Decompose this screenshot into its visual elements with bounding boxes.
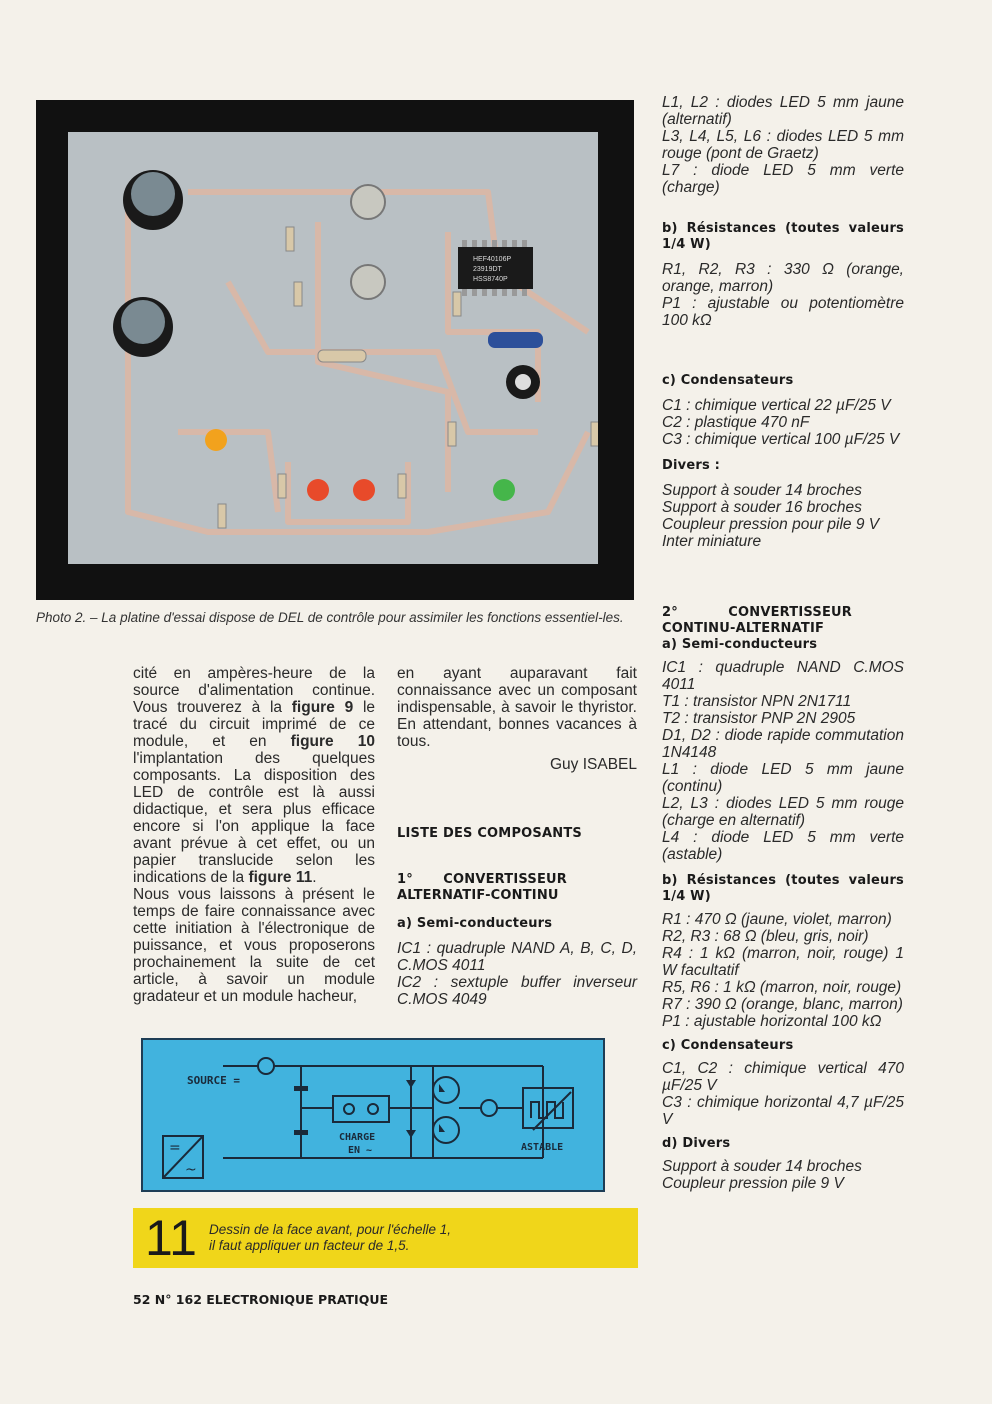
subheading: Divers : <box>662 458 721 473</box>
list-item: L4 : diode LED 5 mm verte (astable) <box>662 829 904 863</box>
list-item: C3 : chimique horizontal 4,7 µF/25 V <box>662 1094 904 1128</box>
subheading: d) Divers <box>662 1136 731 1151</box>
subheading: a) Semi-conducteurs <box>397 916 553 931</box>
ic-marking-3: HSS8740P <box>473 276 508 283</box>
photo-circuit-board <box>36 100 634 600</box>
list-item: Inter miniature <box>662 533 762 550</box>
list-item: IC1 : quadruple NAND A, B, C, D, C.MOS 4011 <box>397 940 637 974</box>
figure-ref: figure 11 <box>248 869 313 886</box>
list-item: L1 : diode LED 5 mm jaune (continu) <box>662 761 904 795</box>
source-label: SOURCE = <box>187 1074 240 1087</box>
list-item: L1, L2 : diodes LED 5 mm jaune (alternatif) <box>662 94 904 128</box>
list-item: C3 : chimique vertical 100 µF/25 V <box>662 431 900 448</box>
section-heading: 2° CONVERTISSEUR CONTINU-ALTERNATIF <box>662 605 852 636</box>
converter-dc-symbol: = <box>169 1140 181 1156</box>
converter-ac-symbol: ~ <box>185 1162 197 1178</box>
list-item: L3, L4, L5, L6 : diodes LED 5 mm rouge (pont de Graetz) <box>662 128 904 162</box>
list-item: P1 : ajustable horizontal 100 kΩ <box>662 1013 882 1030</box>
subheading: b) Résistances (toutes valeurs 1/4 W) <box>662 873 904 904</box>
list-title: LISTE DES COMPOSANTS <box>397 826 582 841</box>
author: Guy ISABEL <box>549 756 637 773</box>
list-item: R4 : 1 kΩ (marron, noir, rouge) 1 W facultatif <box>662 945 904 979</box>
section-heading: 1° CONVERTISSEUR ALTERNATIF-CONTINU <box>397 872 567 903</box>
ic-marking-2: 23919DT <box>473 266 502 273</box>
text: le tracé du circuit imprimé de ce module, et en <box>133 699 376 750</box>
caption-line: il faut appliquer un facteur de 1,5. <box>209 1238 410 1253</box>
circuit-board <box>68 132 598 564</box>
list-item: Coupleur pression pour pile 9 V <box>662 516 880 533</box>
list-item: Support à souder 16 broches <box>662 499 862 516</box>
list-item: T1 : transistor NPN 2N1711 <box>662 693 852 710</box>
figure-11-caption <box>133 1208 638 1268</box>
charge-label: CHARGE <box>339 1132 376 1143</box>
paragraph <box>133 665 375 886</box>
subheading: b) Résistances (toutes valeurs 1/4 W) <box>662 221 904 252</box>
astable-label: ASTABLE <box>521 1142 564 1153</box>
text-column-1 <box>133 665 375 1005</box>
list-item: L7 : diode LED 5 mm verte (charge) <box>662 162 904 196</box>
list-item: Support à souder 14 broches <box>662 1158 862 1175</box>
figure-ref: figure 10 <box>290 733 376 750</box>
subheading: a) Semi-conducteurs <box>662 637 818 652</box>
list-item: C2 : plastique 470 nF <box>662 414 810 431</box>
list-item: IC1 : quadruple NAND C.MOS 4011 <box>662 659 904 693</box>
list-item: R5, R6 : 1 kΩ (marron, noir, rouge) <box>662 979 902 996</box>
list-item: R7 : 390 Ω (orange, blanc, marron) <box>662 996 903 1013</box>
subheading: c) Condensateurs <box>662 1038 794 1053</box>
paragraph: en ayant auparavant fait connaissance avec un composant indispensable, à savoir le thyristor. En attendant, bonnes vacances à tous. <box>397 665 637 750</box>
list-item: R1 : 470 Ω (jaune, violet, marron) <box>662 911 892 928</box>
text: l'implantation des quelques composants. La disposition des LED de contrôle est là aussi didactique, et sera plus efficace encore si l'on applique la face avant prévue à cet effet, ou un papier translucide selon les indications de la <box>133 750 375 886</box>
caption-line: Dessin de la face avant, pour l'échelle 1, <box>209 1222 451 1237</box>
list-item: Support à souder 14 broches <box>662 482 862 499</box>
figure-caption-text <box>209 1222 609 1254</box>
board-illustration <box>68 132 598 564</box>
list-item: IC2 : sextuple buffer inverseur C.MOS 4049 <box>397 974 637 1008</box>
list-item: D1, D2 : diode rapide commutation 1N4148 <box>662 727 904 761</box>
list-item: L2, L3 : diodes LED 5 mm rouge (charge en alternatif) <box>662 795 904 829</box>
figure-ref: figure 9 <box>291 699 354 716</box>
text: . <box>312 869 317 886</box>
front-panel-diagram <box>141 1038 605 1192</box>
list-item: P1 : ajustable ou potentiomètre 100 kΩ <box>662 295 904 329</box>
front-panel-drawing <box>143 1040 603 1190</box>
list-item: T2 : transistor PNP 2N 2905 <box>662 710 856 727</box>
text-column-3 <box>662 94 904 1192</box>
list-item: Coupleur pression pile 9 V <box>662 1175 844 1192</box>
charge-ac-label: EN ~ <box>348 1145 373 1156</box>
list-item: C1 : chimique vertical 22 µF/25 V <box>662 397 891 414</box>
text: cité en ampères-heure de la source d'alimentation continue. Vous trouverez à la <box>133 665 375 716</box>
list-item: C1, C2 : chimique vertical 470 µF/25 V <box>662 1060 904 1094</box>
photo-caption: Photo 2. – La platine d'essai dispose de DEL de contrôle pour assimiler les fonctions essentiel-les. <box>36 610 624 625</box>
list-item: R1, R2, R3 : 330 Ω (orange, orange, marron) <box>662 261 904 295</box>
text-column-2 <box>397 665 637 1008</box>
subheading: c) Condensateurs <box>662 373 794 388</box>
ic-marking: HEF40106P <box>473 256 512 263</box>
figure-number: 11 <box>145 1210 197 1266</box>
page-footer: 52 N° 162 ELECTRONIQUE PRATIQUE <box>133 1292 389 1307</box>
paragraph: Nous vous laissons à présent le temps de faire connaissance avec cette initiation à l'électronique de puissance, et vous proposerons prochainement la suite de cet article, à savoir un module gradateur et un module hacheur, <box>133 886 375 1005</box>
list-item: R2, R3 : 68 Ω (bleu, gris, noir) <box>662 928 869 945</box>
